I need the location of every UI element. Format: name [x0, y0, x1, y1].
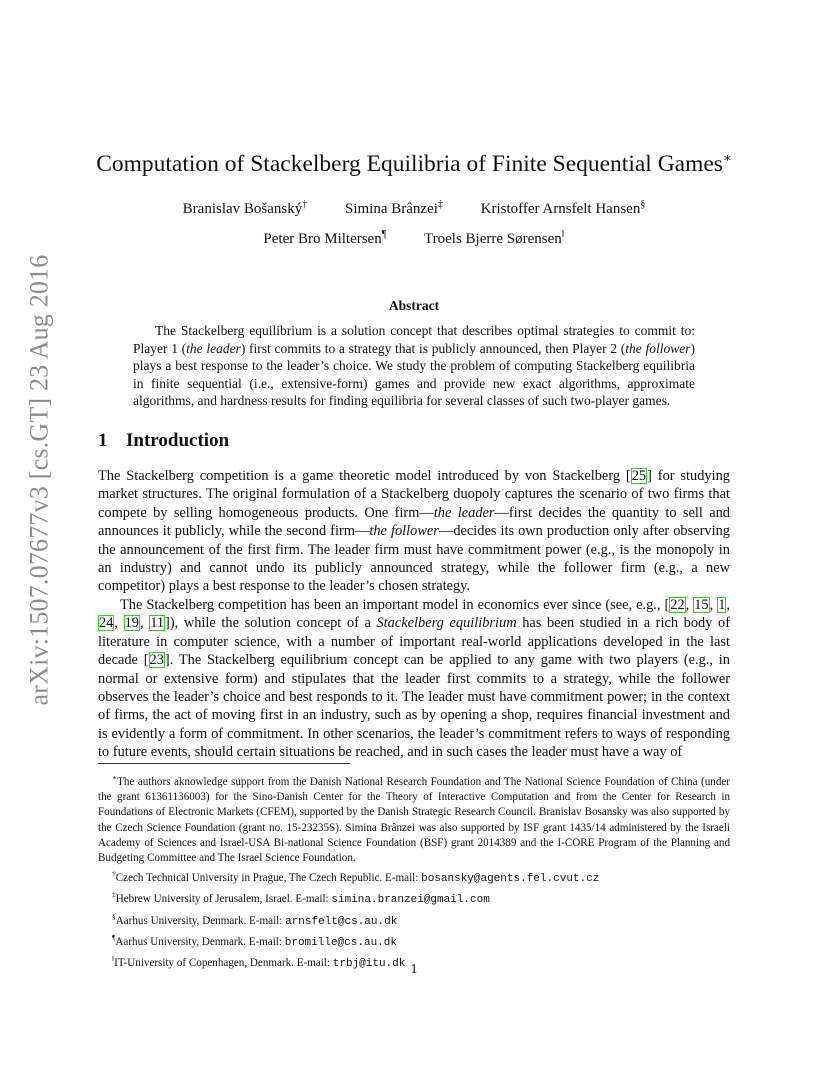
paragraph-text: —decides its own production only after observing the announcement of the first firm. The leader firm must have commitment power (e.g., is the monopoly in an industry) and cannot undo its publicly announced strategy, while the follower firm (e.g., a new competitor) plays a best response to the leader’s chosen strategy.	[98, 523, 730, 595]
email-link[interactable]: trbj@itu.dk	[332, 958, 406, 971]
abstract-heading: Abstract	[388, 298, 440, 313]
paragraph-emphasis: Stackelberg equilibrium	[376, 615, 517, 632]
footnote-mark: ∗	[112, 773, 118, 782]
abstract-emphasis: the follower	[625, 340, 691, 356]
email-link[interactable]: simina.branzei@gmail.com	[331, 894, 490, 907]
footnote-affiliation	[98, 866, 730, 887]
author-footnote-mark: ¶	[381, 229, 387, 240]
footnote-divider	[98, 763, 350, 764]
footnote-mark: ‡	[112, 890, 116, 900]
footnote-text: IT-University of Copenhagen, Denmark. E-mail:	[114, 957, 333, 970]
page-number: 1	[410, 962, 418, 977]
citation-link[interactable]: 23	[149, 652, 164, 669]
footnote-affiliation	[98, 930, 730, 951]
paragraph-text: ]. The Stackelberg equilibrium concept can be applied to any game with two players (e.g., in normal or extensive form) and stipulates that the leader first commits to a strategy, while the follower observes the leader’s choice and best responds to it. The leader must have commitment power; in the context of firms, the act of moving first in an industry, such as by opening a shop, requires financial investment and is evidently a form of commitment. In other scenarios, the leader’s commitment refers to ways of responding to future events, should certain situations be reached, and in such cases the leader must have a way of	[98, 652, 730, 761]
author-name: Kristoffer Arnsfelt Hansen	[480, 201, 641, 217]
intro-paragraph-2: The Stackelberg competition has been an important model in economics ever since (see, e.g., [22, 15, 1, 24, 19, 11]), while the solution concept of a Stackelberg equilibrium has been studied in a rich body of literature in computer science, with a number of important real-world applications developed in the last decade [23]. The Stackelberg equilibrium concept can be applied to any game with two players (e.g., in normal or extensive form) and stipulates that the leader first commits to a strategy, while the follower observes the leader’s choice and best responds to it. The leader must have commitment power; in the context of firms, the act of moving first in an industry, such as by opening a shop, requires financial investment and is evidently a form of commitment. In other scenarios, the leader’s commitment refers to ways of responding to future events, should certain situations be reached, and in such cases the leader must have a way of	[98, 597, 731, 761]
footnote-mark: ¶	[112, 932, 116, 942]
paragraph-text: has been studied in a rich body of literature in computer science, with a number of important real-world applications developed in the last decade [	[98, 615, 731, 669]
footnote-mark: †	[112, 869, 116, 879]
paper-title-text: Computation of Stackelberg Equilibria of Finite Sequential Games	[96, 151, 723, 177]
email-link[interactable]: bosansky@agents.fel.cvut.cz	[421, 873, 600, 886]
author-name: Peter Bro Miltersen	[263, 231, 382, 247]
intro-paragraph-1	[98, 467, 730, 596]
author	[345, 199, 443, 218]
author	[424, 229, 565, 248]
footnote-text: Aarhus University, Denmark. E-mail:	[115, 935, 285, 948]
arxiv-identifier-text: arXiv:1507.07677v3 [cs.GT] 23 Aug 2016	[24, 254, 53, 706]
author-footnote-mark: ‡	[437, 199, 443, 210]
authors-row-1	[60, 199, 768, 218]
paragraph-text: ] for studying market structures. The original formulation of a Stackelberg duopoly captures the scenario of two firms that compete by selling homogeneous products. One firm—	[98, 468, 731, 521]
footnote-acknowledgment	[98, 770, 730, 866]
citation-link[interactable]: 25	[631, 468, 647, 484]
citation-link[interactable]: 19	[124, 615, 139, 632]
citation-link[interactable]: 22	[670, 597, 685, 613]
paragraph-emphasis: the leader	[433, 504, 495, 521]
abstract-text: ) first commits to a strategy that is publicly announced, then Player 2 (	[240, 340, 626, 356]
author	[263, 229, 386, 248]
paper-title	[60, 150, 768, 178]
citation-link[interactable]: 24	[99, 615, 114, 632]
citation-link[interactable]: 15	[694, 597, 709, 613]
abstract-emphasis: the leader	[186, 340, 241, 356]
abstract-text: ) plays a best response to the leader’s choice. We study the problem of computing Stackelberg equilibria in finite sequential (i.e., extensive-form) games and provide new exact algorithms, approximate algorithms, and hardness results for finding equilibria for several classes of such two-player games.	[133, 340, 695, 409]
footnote-text: Hebrew University of Jerusalem, Israel. E-mail:	[115, 893, 332, 906]
author	[183, 199, 308, 218]
footnote-text: Czech Technical University in Prague, The Czech Republic. E-mail:	[115, 872, 422, 885]
abstract-text: The Stackelberg equilibrium is a solution concept that describes optimal strategies to commit to: Player 1 (	[133, 323, 695, 356]
paragraph-text: ]), while the solution concept of a	[165, 615, 377, 632]
paragraph-emphasis: the follower	[369, 523, 439, 540]
footnote-text: Aarhus University, Denmark. E-mail:	[115, 914, 286, 927]
authors-row-2	[60, 229, 768, 248]
author-name: Branislav Bošanský	[182, 201, 303, 217]
footnotes	[98, 770, 730, 972]
author-footnote-mark: §	[640, 199, 646, 210]
email-link[interactable]: arnsfelt@cs.au.dk	[285, 915, 398, 928]
author	[481, 199, 646, 218]
author-footnote-mark: †	[302, 199, 308, 210]
abstract-body	[133, 322, 695, 410]
paragraph-text: The Stackelberg competition has been an important model in economics ever since (see, e.g., [	[120, 597, 670, 613]
paragraph-text: The Stackelberg competition is a game theoretic model introduced by von Stackelberg [	[98, 468, 631, 484]
footnote-text: The authors aknowledge support from the Danish National Research Foundation and The National Science Foundation of China (under the grant 61361136003) for the Sino-Danish Center for the Theory of Interactive Computation and from the Center for Research in Foundations of Electronic Markets (CFEM), supported by the Danish Strategic Research Council. Branislav Bosansky was also supported by the Czech Science Foundation (grant no. 15-23235S). Simina Brânzei was also supported by ISF grant 1435/14 administered by the Israeli Academy of Sciences and Israel-USA Bi-national Science Foundation (BSF) grant 2014389 and the I-CORE Program of the Planning and Budgeting Committee and The Israel Science Foundation.	[98, 776, 730, 865]
section-title: Introduction	[126, 430, 230, 451]
title-footnote-mark: ∗	[722, 150, 732, 165]
paragraph-text: —first decides the quantity to sell and announces it publicly, while the second firm—	[98, 504, 731, 540]
author-name: Troels Bjerre Sørensen	[424, 231, 562, 247]
section-heading	[98, 430, 229, 452]
footnote-affiliation	[98, 887, 730, 908]
author-name: Simina Brânzei	[344, 201, 438, 217]
footnote-mark: §	[112, 911, 116, 921]
footnote-affiliation	[98, 909, 730, 930]
citation-link[interactable]: 1	[718, 597, 726, 613]
footnote-mark: ‖	[112, 954, 115, 964]
citation-link[interactable]: 11	[150, 615, 165, 632]
email-link[interactable]: bromille@cs.au.dk	[284, 936, 397, 949]
section-number: 1	[98, 430, 108, 451]
author-footnote-mark: ‖	[561, 229, 565, 240]
arxiv-identifier-stamp	[22, 254, 56, 706]
